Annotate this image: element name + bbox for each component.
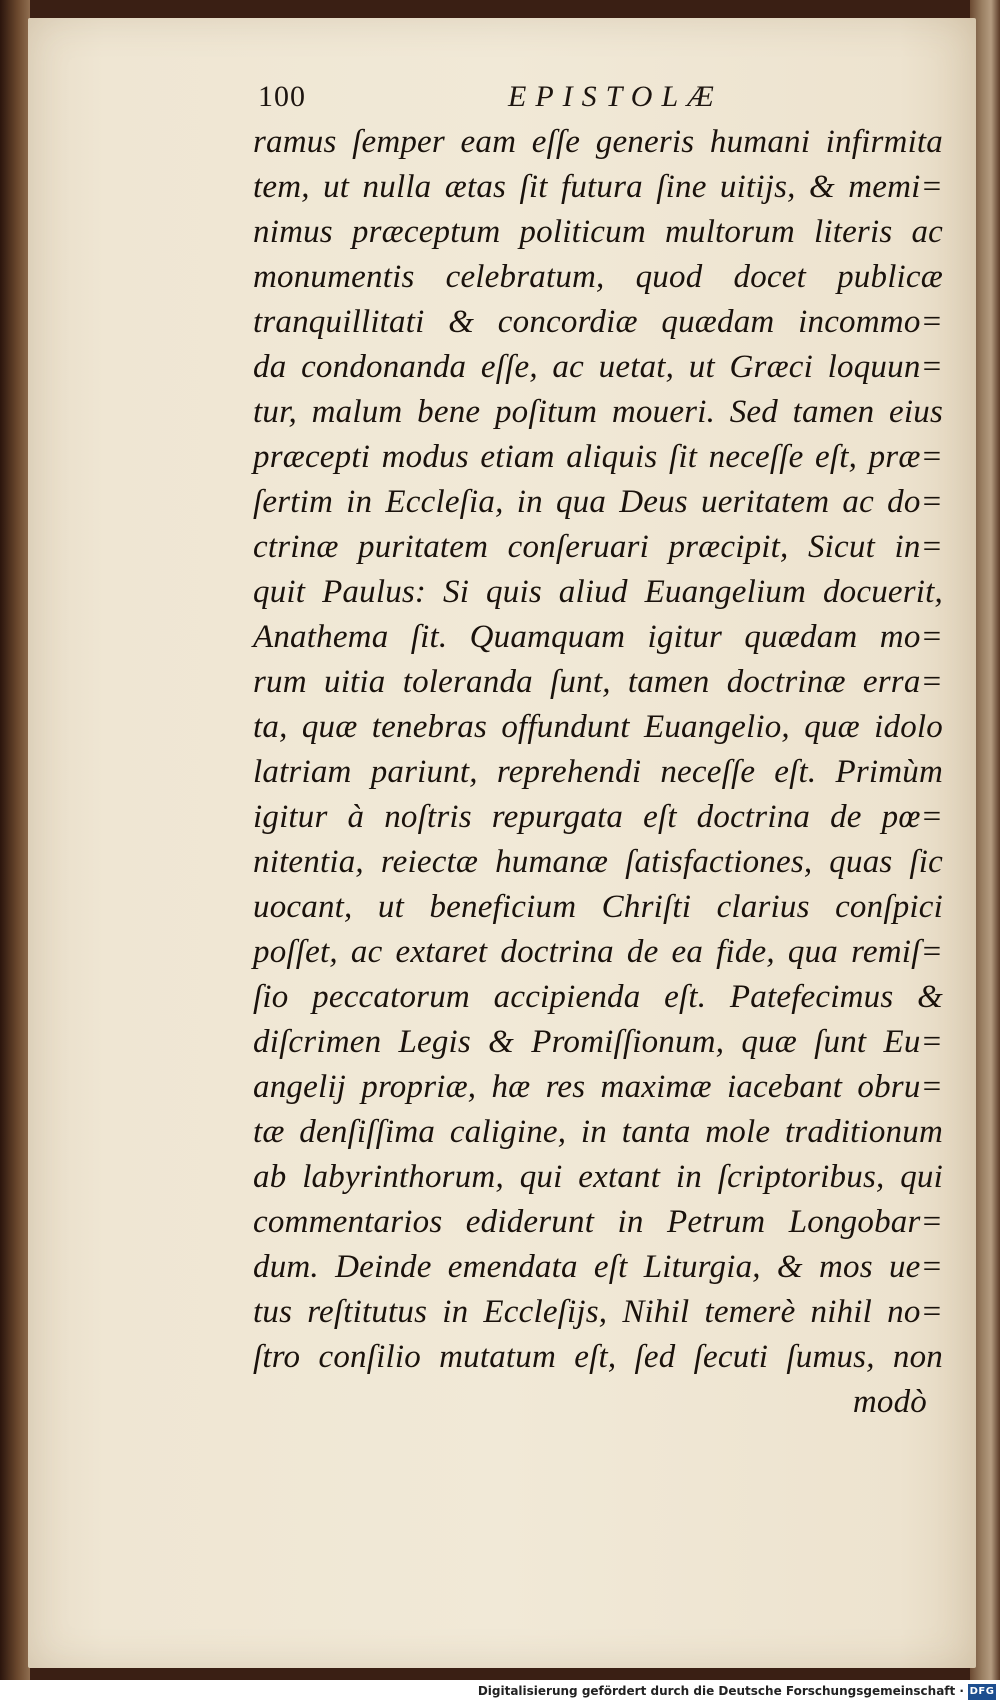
footer-bar bbox=[0, 1680, 1000, 1706]
text-line: tæ denſiſſima caligine, in tanta mole traditionum bbox=[253, 1114, 943, 1150]
text-line: ſio peccatorum accipienda eſt. Patefecimus & bbox=[253, 979, 943, 1015]
text-line: tus reſtitutus in Eccleſijs, Nihil temerè nihil no= bbox=[253, 1294, 943, 1330]
text-line: rum uitia toleranda ſunt, tamen doctrinæ erra= bbox=[253, 664, 943, 700]
text-line: angelij propriæ, hæ res maximæ iacebant obru= bbox=[253, 1069, 943, 1105]
running-title: EPISTOLÆ bbox=[508, 80, 723, 113]
text-line: diſcrimen Legis & Promiſſionum, quæ ſunt Eu= bbox=[253, 1024, 943, 1060]
text-line: da condonanda eſſe, ac uetat, ut Græci loquun= bbox=[253, 349, 943, 385]
text-line: ſertim in Eccleſia, in qua Deus ueritatem ac do= bbox=[253, 484, 943, 520]
text-line: uocant, ut beneficium Chriſti clarius conſpici bbox=[253, 889, 943, 925]
text-line: quit Paulus: Si quis aliud Euangelium docuerit, bbox=[253, 574, 943, 610]
digitization-credit: Digitalisierung gefördert durch die Deutsche Forschungsgemeinschaft · bbox=[477, 1684, 964, 1698]
text-line: ta, quæ tenebras offundunt Euangelio, quæ idolo bbox=[253, 709, 943, 745]
dfg-logo-icon: DFG bbox=[968, 1684, 996, 1700]
text-line: poſſet, ac extaret doctrina de ea fide, qua remiſ= bbox=[253, 934, 943, 970]
text-line: ctrinæ puritatem conſeruari præcipit, Sicut in= bbox=[253, 529, 943, 565]
text-line: nitentia, reiectæ humanæ ſatisfactiones, quas ſic bbox=[253, 844, 943, 880]
running-head bbox=[258, 80, 918, 120]
text-line: tranquillitati & concordiæ quædam incommo= bbox=[253, 304, 943, 340]
text-line: præcepti modus etiam aliquis ſit neceſſe eſt, præ= bbox=[253, 439, 943, 475]
text-line: Anathema ſit. Quamquam igitur quædam mo= bbox=[253, 619, 943, 655]
text-line: latriam pariunt, reprehendi neceſſe eſt. Primùm bbox=[253, 754, 943, 790]
text-line: commentarios ediderunt in Petrum Longobar= bbox=[253, 1204, 943, 1240]
text-line: dum. Deinde emendata eſt Liturgia, & mos ue= bbox=[253, 1249, 943, 1285]
text-line: tur, malum bene poſitum moueri. Sed tamen eius bbox=[253, 394, 943, 430]
text-line: nimus præceptum politicum multorum literis ac bbox=[253, 214, 943, 250]
body-text bbox=[253, 120, 943, 1425]
catchword: modò bbox=[852, 1384, 927, 1420]
text-line: monumentis celebratum, quod docet publicæ bbox=[253, 259, 943, 295]
text-line: igitur à noſtris repurgata eſt doctrina de pœ= bbox=[253, 799, 943, 835]
book-left-edge bbox=[0, 0, 30, 1680]
text-line: tem, ut nulla ætas ſit futura ſine uitijs, & memi= bbox=[253, 169, 943, 205]
text-line: ramus ſemper eam eſſe generis humani infirmita bbox=[253, 124, 943, 160]
text-line: ab labyrinthorum, qui extant in ſcriptoribus, qui bbox=[253, 1159, 943, 1195]
page-number: 100 bbox=[258, 80, 306, 113]
text-line: ſtro conſilio mutatum eſt, ſed ſecuti ſumus, non bbox=[253, 1339, 943, 1375]
